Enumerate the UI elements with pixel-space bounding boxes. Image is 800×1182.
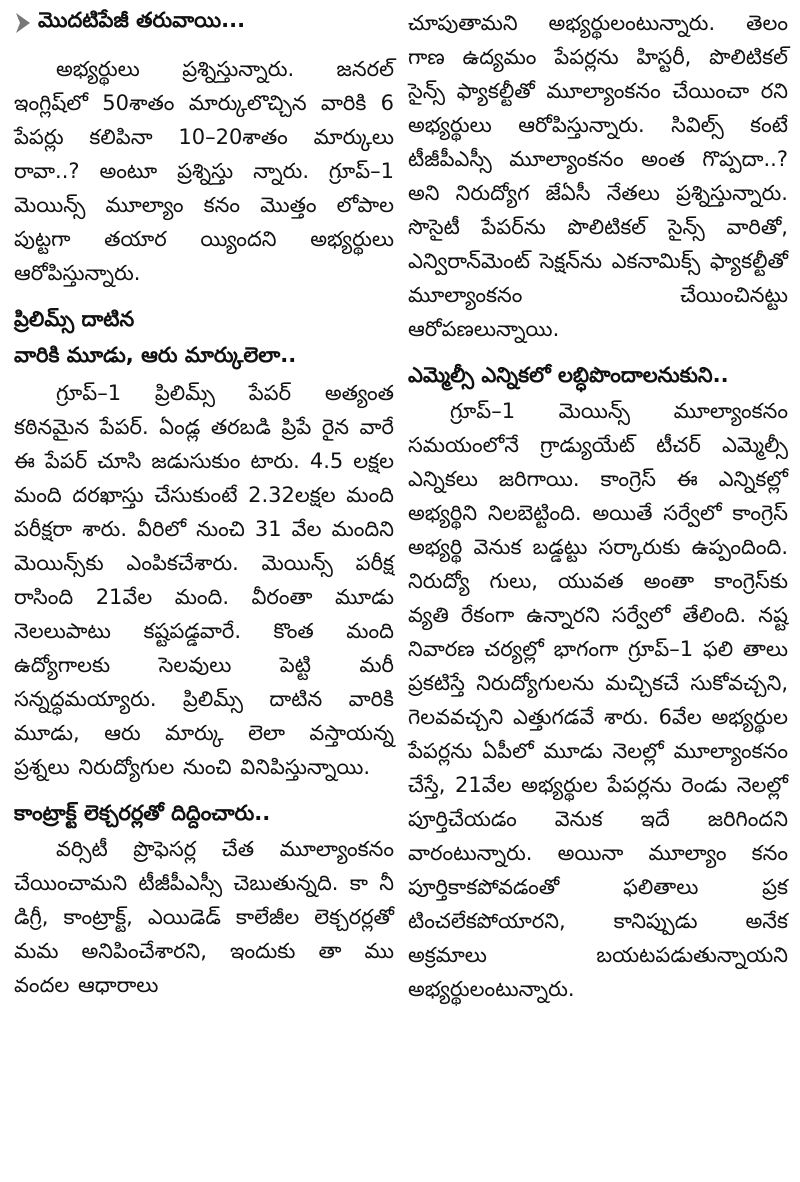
section-heading-prelims-line2: వారికి మూడు, ఆరు మార్కులెలా..: [14, 343, 297, 367]
contract-lecturers-paragraph: వర్సిటీ ప్రొఫెసర్ల చేత మూల్యాంకనం చేయించామని టీజీపీఎస్సీ చెబుతున్నది. కా నీ డిగ్రీ, కాంట్రాక్ట్, ఎయిడెడ్ కాలేజీల లెక్చరర్లతో మమ అనిపించేశారని, ఇందుకు తా ము వందల ఆధారాలు: [14, 837, 394, 997]
section-heading-mlc-election: ఎమ్మెల్సీ ఎన్నికలో లబ్ధిపొందాలనుకుని..: [408, 363, 729, 387]
right-column: [408, 6, 788, 1174]
section-heading-contract-lecturers: కాంట్రాక్ట్ లెక్చరర్లతో దిద్దించారు..: [14, 801, 271, 825]
continuation-label: మొదటిపేజీ తరువాయి...: [38, 8, 246, 32]
chevron-right-icon: [14, 13, 30, 33]
mlc-election-paragraph: గ్రూప్–1 మెయిన్స్ మూల్యాంకనం సమయంలోనే గ్రాడ్యుయేట్ టీచర్ ఎమ్మెల్సీ ఎన్నికలు జరిగాయి. కాంగ్రెస్ ఈ ఎన్నికల్లో అభ్యర్థిని నిలబెట్టింది. అయితే సర్వేలో కాంగ్రెస్ అభ్యర్థి వెనుక బడ్డట్టు సర్కారుకు ఉప్పందింది. నిరుద్యో గులు, యువత అంతా కాంగ్రెస్‌కు వ్యతి రేకంగా ఉన్నారని సర్వేలో తేలింది. నష్ట నివారణ చర్యల్లో భాగంగా గ్రూప్–1 ఫలి తాలు ప్రకటిస్తే నిరుద్యోగులను మచ్చికచే సుకోవచ్చని, గెలవవచ్చని ఎత్తుగడవే శారు. 6వేల అభ్యర్థుల పేపర్లను ఏపీలో మూడు నెలల్లో మూల్యాంకనం చేస్తే, 21వేల అభ్యర్థుల పేపర్లను రెండు నెలల్లో పూర్తిచేయడం వెనుక ఇదే జరిగిందని వారంటున్నారు. అయినా మూల్యాం కనం పూర్తికాకపోవడంతో ఫలితాలు ప్రక టించలేకపోయారని, కానిప్పుడు అనేక అక్రమాలు బయటపడుతున్నాయని అభ్యర్థులంటున్నారు.: [408, 399, 788, 1001]
continuation-marker: [14, 6, 394, 40]
continued-paragraph: చూపుతామని అభ్యర్థులంటున్నారు. తెలం గాణ ఉద్యమం పేపర్లను హిస్టరీ, పొలిటికల్ సైన్స్ ఫ్యాకల్టీతో మూల్యాంకనం చేయించా రని అభ్యర్థులు ఆరోపిస్తున్నారు. సివిల్స్ కంటే టీజీపీఎస్సీ మూల్యాంకనం అంత గొప్పదా..? అని నిరుద్యోగ జేఏసీ నేతలు ప్రశ్నిస్తున్నారు. సొసైటీ పేపర్‌ను పొలిటికల్ సైన్స్ వారితో, ఎన్విరాన్‌మెంట్ సెక్షన్‌ను ఎకనామిక్స్ ఫ్యాకల్టీతో మూల్యాంకనం చేయించినట్టు ఆరోపణలున్నాయి.: [408, 11, 788, 341]
prelims-paragraph: గ్రూప్–1 ప్రిలిమ్స్ పేపర్ అత్యంత కఠినమైన పేపర్. ఏండ్ల తరబడి ప్రిపే రైన వారే ఈ పేపర్ చూసి జడుసుకుం టారు. 4.5 లక్షల మంది దరఖాస్తు చేసుకుంటే 2.32లక్షల మంది పరీక్షరా శారు. వీరిలో నుంచి 31 వేల మందిని మెయిన్స్‌కు ఎంపికచేశారు. మెయిన్స్ పరీక్ష రాసింది 21వేల మంది. వీరంతా మూడు నెలలుపాటు కష్టపడ్డవారే. కొంత మంది ఉద్యోగాలకు సెలవులు పెట్టి మరీ సన్నద్ధమయ్యారు. ప్రిలిమ్స్ దాటిన వారికి మూడు, ఆరు మార్కు లెలా వస్తాయన్న ప్రశ్నలు నిరుద్యోగుల నుంచి వినిపిస్తున్నాయి.: [14, 381, 394, 779]
section-heading-prelims-line1: ప్రిలిమ్స్ దాటిన: [14, 307, 135, 331]
left-column: [14, 6, 394, 1174]
intro-paragraph: అభ్యర్థులు ప్రశ్నిస్తున్నారు. జనరల్ ఇంగ్లిష్‌లో 50శాతం మార్కులొచ్చిన వారికి 6 పేపర్లు కలిపినా 10–20శాతం మార్కులు రావా..? అంటూ ప్రశ్నిస్తు న్నారు. గ్రూప్–1 మెయిన్స్ మూల్యాం కనం మొత్తం లోపాల పుట్టగా తయార య్యిందని అభ్యర్థులు ఆరోపిస్తున్నారు.: [14, 57, 394, 285]
